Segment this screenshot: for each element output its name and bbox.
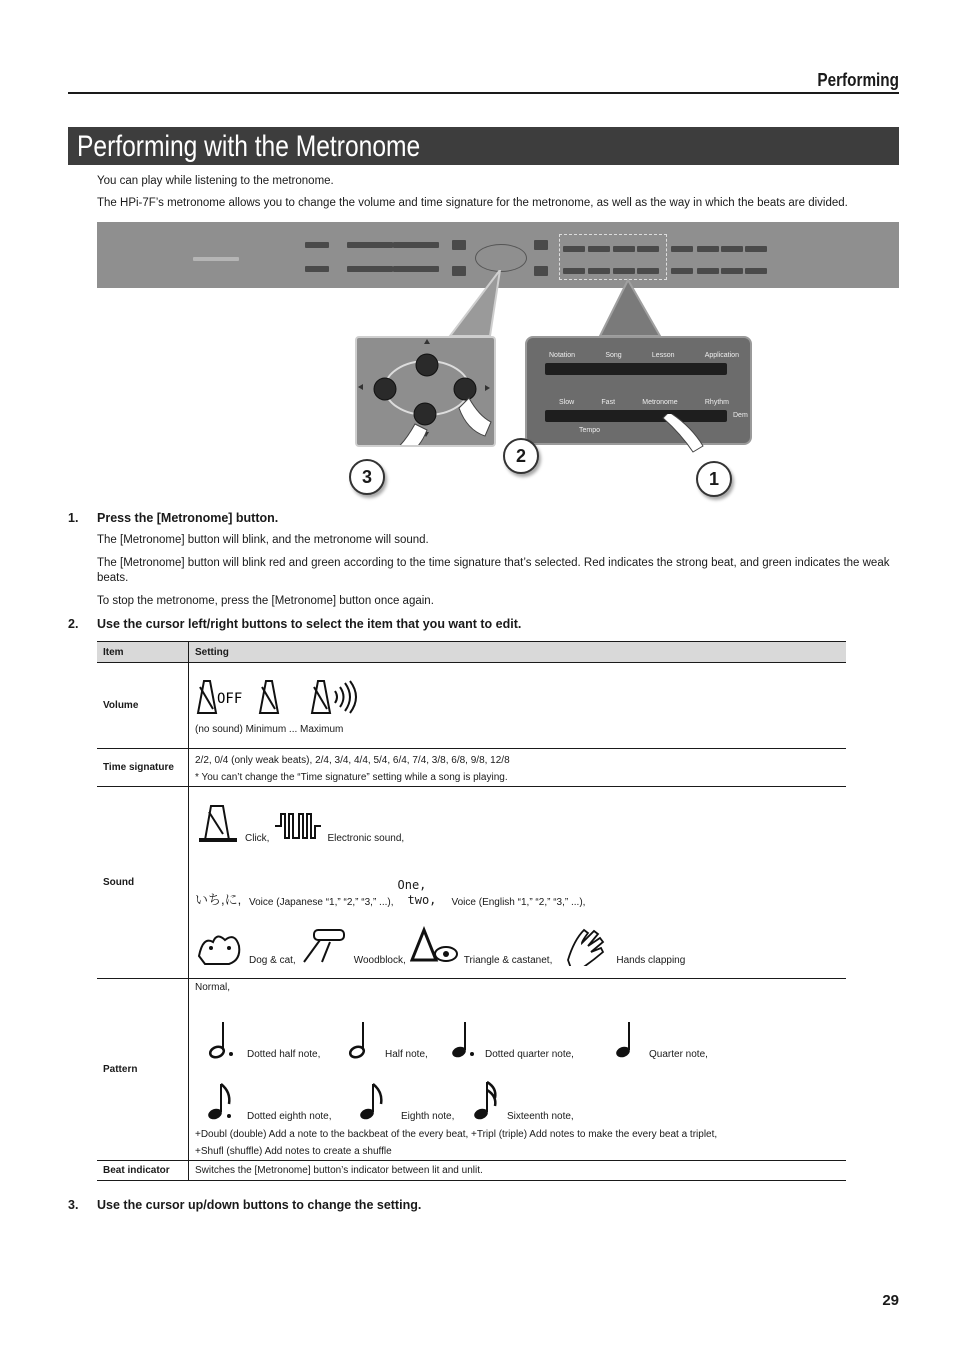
step-1-body-1: The [Metronome] button will blink, and the metronome will sound. xyxy=(97,534,429,546)
off-text: OFF xyxy=(217,691,243,707)
sixteenth-note-icon xyxy=(469,1080,503,1122)
setting-beat-indicator: Switches the [Metronome] button’s indicator between lit and unlit. xyxy=(189,1161,847,1181)
cursor-pad-icon xyxy=(357,338,494,445)
sound-voice-jp-label: Voice (Japanese “1,” “2,” “3,” ...), xyxy=(249,896,394,908)
header-item: Item xyxy=(97,642,189,663)
pattern-sixteenth-label: Sixteenth note, xyxy=(507,1111,574,1122)
callout-1: 1 xyxy=(696,461,732,497)
step-1-title: Press the [Metronome] button. xyxy=(97,511,279,525)
sound-electronic-label: Electronic sound, xyxy=(327,832,405,844)
sound-row-2 xyxy=(195,860,840,908)
step-1-number: 1. xyxy=(68,511,79,525)
hands-clapping-icon xyxy=(562,926,608,966)
item-sound: Sound xyxy=(97,787,189,979)
setting-pattern xyxy=(189,979,847,1161)
voice-japanese-icon: いち,に, xyxy=(195,891,242,907)
volume-icons xyxy=(195,679,840,715)
zoom-label-tempo: Tempo xyxy=(579,427,601,434)
pattern-row-2 xyxy=(195,1080,840,1122)
pattern-dotted-eighth-label: Dotted eighth note, xyxy=(247,1111,332,1122)
triangle-castanet-icon xyxy=(410,926,460,966)
zoom-label-application: Application xyxy=(704,352,739,359)
step-3-number: 3. xyxy=(68,1198,79,1212)
dog-cat-icon xyxy=(195,926,245,966)
zoom-label-rhythm: Rhythm xyxy=(704,399,729,406)
time-signature-note: * You can’t change the “Time signature” setting while a song is playing. xyxy=(195,772,508,783)
cursor-buttons-zoom xyxy=(355,336,496,447)
table-row-volume xyxy=(97,663,846,749)
title-bar xyxy=(68,127,899,165)
page-number: 29 xyxy=(882,1292,899,1309)
metronome-off-icon xyxy=(195,679,245,715)
woodblock-icon xyxy=(300,926,350,966)
quarter-note-icon xyxy=(609,1018,645,1060)
setting-volume xyxy=(189,663,847,749)
table-row-time-signature xyxy=(97,749,846,787)
callout-3: 3 xyxy=(349,459,385,495)
intro-line-2: The HPi-7F’s metronome allows you to change the volume and time signature for the metronome, as well as the way in which the beats are divided. xyxy=(97,197,848,209)
eighth-note-icon xyxy=(353,1080,397,1122)
sound-row-1 xyxy=(195,800,840,844)
sound-voice-en-label: Voice (English “1,” “2,” “3,” ...), xyxy=(451,896,586,908)
sound-row-3 xyxy=(195,922,840,966)
click-metronome-icon xyxy=(195,802,241,844)
sound-woodblock-label: Woodblock, xyxy=(353,954,406,966)
pattern-extra-2: +Shufl (shuffle) Add notes to create a shuffle xyxy=(195,1146,392,1157)
dotted-eighth-note-icon xyxy=(195,1080,243,1122)
function-buttons-zoom xyxy=(525,336,752,445)
dotted-half-note-icon xyxy=(195,1018,243,1060)
pattern-quarter-label: Quarter note, xyxy=(649,1049,708,1060)
intro-line-1: You can play while listening to the metronome. xyxy=(97,175,334,187)
pattern-dotted-quarter-label: Dotted quarter note, xyxy=(485,1049,574,1060)
item-pattern: Pattern xyxy=(97,979,189,1161)
time-signature-values: 2/2, 0/4 (only weak beats), 2/4, 3/4, 4/4, 5/4, 6/4, 7/4, 3/8, 6/8, 9/8, 12/8 xyxy=(195,755,510,766)
callout-2: 2 xyxy=(503,438,539,474)
electronic-sound-icon xyxy=(273,808,323,844)
voice-english-icon xyxy=(398,878,448,908)
zoom-label-slow: Slow xyxy=(559,399,575,406)
page-title: Performing with the Metronome xyxy=(77,130,421,163)
pattern-normal: Normal, xyxy=(195,982,231,993)
zoom-label-fast: Fast xyxy=(601,399,616,406)
settings-table xyxy=(97,641,846,1181)
item-volume: Volume xyxy=(97,663,189,749)
table-row-sound xyxy=(97,787,846,979)
header-rule xyxy=(68,92,899,94)
zoom-label-demo: Dem xyxy=(733,412,748,419)
half-note-icon xyxy=(337,1018,381,1060)
step-3-title: Use the cursor up/down buttons to change the setting. xyxy=(97,1198,422,1212)
sound-click-label: Click, xyxy=(245,832,270,844)
zoom-label-lesson: Lesson xyxy=(651,352,675,359)
metronome-max-icon xyxy=(309,679,363,715)
voice-english-icon-line-1: One, xyxy=(397,877,427,892)
pressing-finger-icon xyxy=(657,414,717,466)
setting-time-signature xyxy=(189,749,847,787)
item-time-signature: Time signature xyxy=(97,749,189,787)
dotted-quarter-note-icon xyxy=(445,1018,481,1060)
setting-sound xyxy=(189,787,847,979)
step-2-title: Use the cursor left/right buttons to select the item that you want to edit. xyxy=(97,617,522,631)
item-beat-indicator: Beat indicator xyxy=(97,1161,189,1181)
volume-caption: (no sound) Minimum ... Maximum xyxy=(195,724,344,735)
pattern-eighth-label: Eighth note, xyxy=(401,1111,455,1122)
table-row-pattern xyxy=(97,979,846,1161)
zoom-label-metronome: Metronome xyxy=(642,399,678,406)
pattern-row-1 xyxy=(195,1018,840,1060)
table-header-row xyxy=(97,642,846,663)
pattern-dotted-half-label: Dotted half note, xyxy=(247,1049,321,1060)
sound-dog-cat-label: Dog & cat, xyxy=(249,954,296,966)
sound-hands-label: Hands clapping xyxy=(616,954,686,966)
metronome-min-icon xyxy=(257,679,281,715)
step-1-body-3: To stop the metronome, press the [Metronome] button once again. xyxy=(97,595,434,607)
step-2-number: 2. xyxy=(68,617,79,631)
table-row-beat-indicator xyxy=(97,1161,846,1181)
zoom-label-song: Song xyxy=(605,352,622,359)
zoom-label-notation: Notation xyxy=(549,352,576,359)
pattern-half-label: Half note, xyxy=(385,1049,428,1060)
header-setting: Setting xyxy=(189,642,847,663)
sound-triangle-label: Triangle & castanet, xyxy=(463,954,553,966)
step-1-body-2: The [Metronome] button will blink red and green according to the time signature that’s selected. Red indicates the strong beat, and green indicates the weak beats. xyxy=(97,557,890,584)
voice-english-icon-line-2: two, xyxy=(407,892,437,907)
section-label: Performing xyxy=(817,70,899,90)
pattern-extra-1: +Doubl (double) Add a note to the backbeat of the every beat, +Tripl (triple) Add notes to make the every beat a triplet, xyxy=(195,1129,718,1140)
